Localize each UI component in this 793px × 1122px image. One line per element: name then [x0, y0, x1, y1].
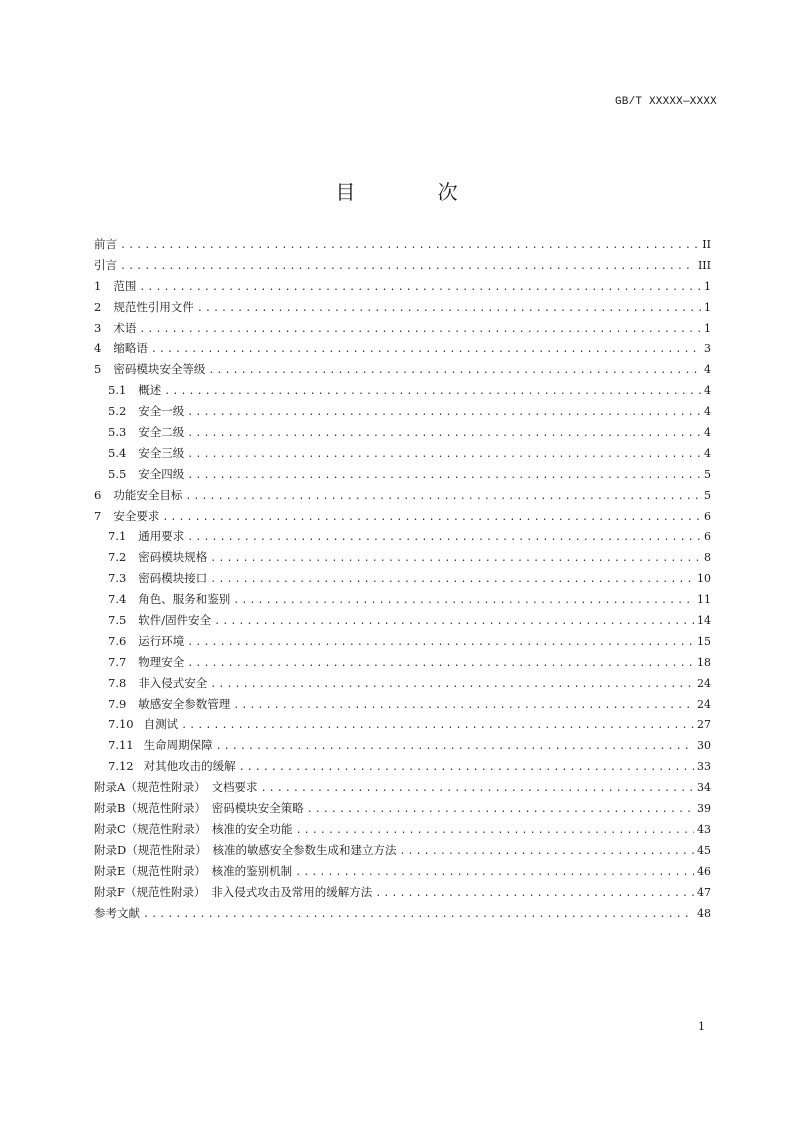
- toc-entry-page: 18: [697, 655, 711, 669]
- toc-entry[interactable]: [94, 779, 711, 800]
- page-title: 目 次: [335, 180, 496, 204]
- toc-entry-title: 附录D（规范性附录） 核准的敏感安全参数生成和建立方法: [94, 842, 397, 857]
- toc-entry-page: 45: [697, 843, 711, 857]
- toc-entry-page: III: [697, 258, 711, 272]
- toc-entry-number: 7.6: [108, 633, 127, 648]
- toc-entry-title: 附录C（规范性附录） 核准的安全功能: [94, 821, 293, 836]
- toc-entry-number: 1: [94, 278, 102, 293]
- toc-entry-number: 5.1: [108, 383, 127, 398]
- toc-leader-dots: [187, 449, 701, 460]
- toc-entry[interactable]: [94, 905, 711, 926]
- toc-entry[interactable]: [94, 612, 711, 633]
- toc-entry-title: 生命周期保障: [143, 738, 213, 753]
- toc-entry[interactable]: [94, 800, 711, 821]
- toc-entry-page: 4: [704, 446, 711, 460]
- toc-entry[interactable]: [94, 842, 711, 863]
- toc-entry[interactable]: [94, 633, 711, 654]
- toc-entry-page: 47: [697, 885, 711, 899]
- toc-entry-title: 附录F（规范性附录） 非入侵式攻击及常用的缓解方法: [94, 884, 373, 899]
- toc-entry-page: 27: [697, 718, 711, 732]
- toc-entry-page: 1: [704, 279, 711, 293]
- document-code: GB/T XXXXX—XXXX: [614, 96, 717, 108]
- toc-entry-page: 39: [697, 802, 711, 816]
- toc-leader-dots: [233, 700, 694, 711]
- toc-entry-number: 7.2: [108, 550, 127, 565]
- toc-entry-title: 安全要求: [113, 508, 160, 523]
- toc-leader-dots: [261, 783, 694, 794]
- toc-leader-dots: [210, 574, 694, 585]
- toc-entry-title: 物理安全: [138, 654, 185, 669]
- toc-leader-dots: [185, 491, 701, 502]
- toc-entry-page: 24: [697, 697, 711, 711]
- toc-entry-number: 7.11: [108, 738, 134, 753]
- toc-leader-dots: [164, 386, 701, 397]
- toc-entry-page: 48: [697, 906, 711, 920]
- toc-leader-dots: [139, 282, 701, 293]
- toc-leader-dots: [181, 720, 694, 731]
- toc-leader-dots: [162, 512, 701, 523]
- toc-entry[interactable]: [94, 361, 711, 382]
- toc-entry[interactable]: [94, 403, 711, 424]
- toc-entry-number: 7.1: [108, 529, 127, 544]
- toc-entry-page: 43: [697, 822, 711, 836]
- toc-entry-page: II: [702, 238, 711, 251]
- toc-entry[interactable]: [94, 487, 711, 508]
- toc-leader-dots: [151, 344, 701, 355]
- toc-entry-page: 15: [697, 634, 711, 648]
- toc-entry-title: 安全一级: [138, 404, 185, 419]
- toc-entry-number: 2: [94, 299, 102, 314]
- toc-entry-title: 角色、服务和鉴别: [138, 592, 231, 607]
- toc-entry[interactable]: [94, 591, 711, 612]
- toc-entry[interactable]: [94, 549, 711, 570]
- toc-entry-page: 5: [704, 467, 711, 481]
- toc-entry-title: 密码模块接口: [138, 571, 208, 586]
- toc-entry-page: 1: [704, 321, 711, 335]
- toc-leader-dots: [143, 909, 694, 920]
- toc-entry-number: 3: [94, 320, 102, 335]
- toc-entry-title: 缩略语: [113, 341, 148, 356]
- toc-entry-page: 24: [697, 676, 711, 690]
- toc-entry[interactable]: [94, 716, 711, 737]
- toc-entry[interactable]: [94, 257, 711, 278]
- toc-leader-dots: [120, 240, 699, 251]
- toc-entry-number: 7.7: [108, 654, 127, 669]
- toc-entry-title: 运行环境: [138, 633, 185, 648]
- toc-entry-number: 5.4: [108, 445, 127, 460]
- toc-entry[interactable]: [94, 278, 711, 299]
- toc-entry-title: 非入侵式安全: [138, 675, 208, 690]
- toc-entry-title: 术语: [113, 320, 137, 335]
- toc-leader-dots: [295, 867, 694, 878]
- toc-leader-dots: [208, 365, 701, 376]
- toc-entry-title: 安全四级: [138, 466, 185, 481]
- toc-entry-number: 7.4: [108, 592, 127, 607]
- toc-entry[interactable]: [94, 737, 711, 758]
- toc-leader-dots: [399, 846, 694, 857]
- toc-entry-title: 规范性引用文件: [113, 299, 194, 314]
- toc-entry[interactable]: [94, 299, 711, 320]
- toc-entry-page: 8: [704, 551, 711, 565]
- toc-entry[interactable]: [94, 675, 711, 696]
- toc-entry-number: 6: [94, 487, 102, 502]
- toc-entry-page: 1: [704, 300, 711, 314]
- toc-leader-dots: [216, 741, 694, 752]
- toc-entry-title: 安全三级: [138, 445, 185, 460]
- toc-leader-dots: [139, 324, 701, 335]
- toc-entry[interactable]: [94, 863, 711, 884]
- toc-entry-page: 34: [697, 781, 711, 795]
- toc-entry-page: 11: [697, 593, 711, 607]
- toc-entry-title: 引言: [94, 257, 117, 272]
- toc-entry[interactable]: [94, 445, 711, 466]
- toc-entry-title: 范围: [113, 278, 137, 293]
- toc-entry-number: 7.9: [108, 696, 127, 711]
- toc-entry-page: 5: [704, 488, 711, 502]
- toc-leader-dots: [197, 303, 701, 314]
- toc-leader-dots: [375, 888, 694, 899]
- toc-entry-number: 7.12: [108, 759, 134, 774]
- toc-entry-title: 安全二级: [138, 425, 185, 440]
- toc-entry-number: 5.2: [108, 404, 127, 419]
- toc-entry[interactable]: [94, 340, 711, 361]
- toc-entry[interactable]: [94, 508, 711, 529]
- toc-leader-dots: [210, 553, 701, 564]
- toc-entry[interactable]: [94, 654, 711, 675]
- toc-entry-page: 4: [704, 426, 711, 440]
- toc-entry[interactable]: [94, 696, 711, 717]
- toc-entry-page: 4: [704, 363, 711, 377]
- toc-entry-title: 前言: [94, 237, 117, 251]
- toc-leader-dots: [187, 637, 694, 648]
- toc-entry-title: 概述: [138, 383, 162, 398]
- toc-entry-title: 附录E（规范性附录） 核准的鉴别机制: [94, 863, 293, 878]
- toc-entry-number: 7.3: [108, 571, 127, 586]
- toc-entry[interactable]: [94, 424, 711, 445]
- toc-entry-title: 密码模块规格: [138, 550, 208, 565]
- toc-entry-title: 通用要求: [138, 529, 185, 544]
- toc-entry-number: 7.8: [108, 675, 127, 690]
- toc-leader-dots: [239, 762, 694, 773]
- toc-entry[interactable]: [94, 758, 711, 779]
- toc-entry[interactable]: [94, 466, 711, 487]
- toc-entry-title: 附录B（规范性附录） 密码模块安全策略: [94, 801, 304, 816]
- toc-entry-title: 自测试: [143, 717, 179, 732]
- toc-entry[interactable]: [94, 821, 711, 842]
- toc-entry-page: 14: [697, 614, 711, 628]
- toc-entry-title: 软件/固件安全: [138, 613, 212, 628]
- toc-entry-title: 对其他攻击的缓解: [143, 759, 236, 774]
- toc-entry-number: 7.5: [108, 613, 127, 628]
- toc-entry-number: 5.3: [108, 425, 127, 440]
- toc-leader-dots: [187, 532, 701, 543]
- toc-entry[interactable]: [94, 236, 711, 257]
- toc-leader-dots: [187, 407, 701, 418]
- toc-entry-page: 30: [697, 739, 711, 753]
- toc-entry-title: 密码模块安全等级: [113, 362, 206, 377]
- toc-entry-number: 7.10: [108, 717, 134, 732]
- toc-entry[interactable]: [94, 528, 711, 549]
- toc-entry-title: 功能安全目标: [113, 487, 183, 502]
- toc-leader-dots: [187, 428, 701, 439]
- toc-leader-dots: [296, 825, 694, 836]
- toc-entry-page: 33: [697, 760, 711, 774]
- toc-entry[interactable]: [94, 884, 711, 905]
- toc-entry-page: 46: [697, 864, 711, 878]
- toc-leader-dots: [120, 261, 695, 272]
- toc-entry[interactable]: [94, 320, 711, 341]
- toc-entry-page: 6: [704, 530, 711, 544]
- toc-entry[interactable]: [94, 382, 711, 403]
- toc-entry-page: 4: [704, 405, 711, 419]
- toc-leader-dots: [187, 470, 701, 481]
- toc-leader-dots: [233, 595, 694, 606]
- toc-leader-dots: [187, 658, 694, 669]
- toc-leader-dots: [210, 679, 694, 690]
- toc-entry-number: 7: [94, 508, 102, 523]
- toc-entry-page: 6: [704, 509, 711, 523]
- page-number: 1: [698, 1020, 705, 1033]
- toc-entry-page: 10: [697, 572, 711, 586]
- toc-entry-page: 3: [704, 342, 711, 356]
- toc-leader-dots: [214, 616, 694, 627]
- toc-entry-page: 4: [704, 384, 711, 398]
- toc-entry-number: 5.5: [108, 466, 127, 481]
- toc-entry-title: 敏感安全参数管理: [138, 696, 231, 711]
- toc-entry-title: 参考文献: [94, 905, 140, 920]
- toc-leader-dots: [307, 804, 694, 815]
- table-of-contents: [94, 236, 711, 925]
- toc-entry[interactable]: [94, 570, 711, 591]
- toc-entry-title: 附录A（规范性附录） 文档要求: [94, 780, 258, 795]
- toc-entry-number: 5: [94, 362, 102, 377]
- toc-entry-number: 4: [94, 341, 102, 356]
